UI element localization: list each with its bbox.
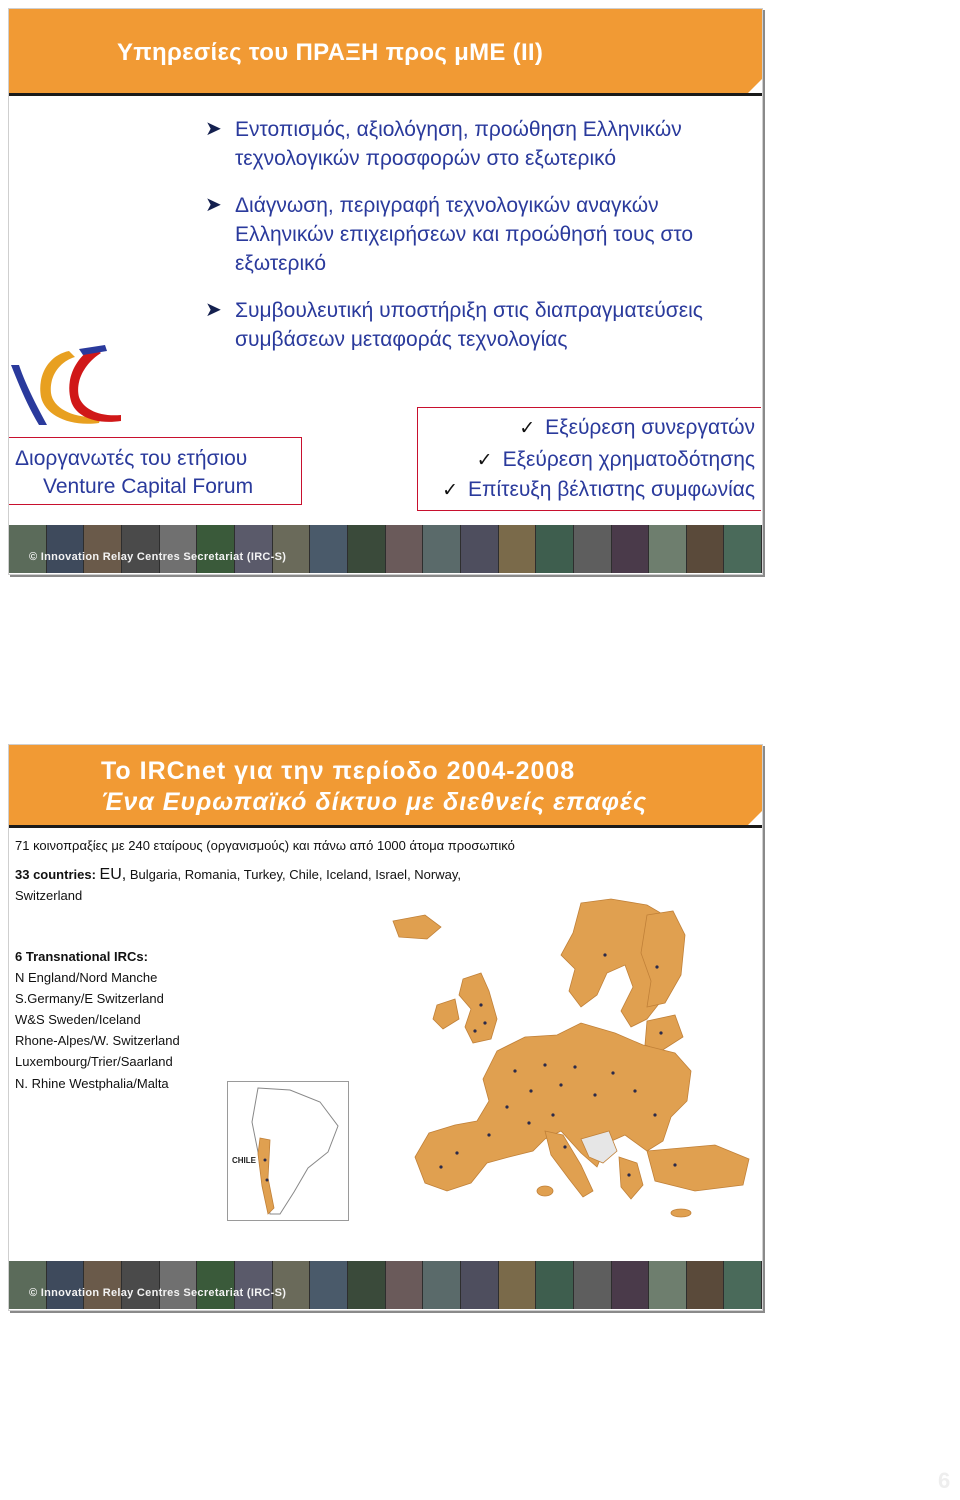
chile-label: CHILE (232, 1156, 256, 1165)
check-icon: ✓ (442, 480, 458, 501)
vc-forum-logo (9, 345, 129, 433)
copyright-text: © Innovation Relay Centres Secretariat (IRC-S) (29, 1287, 287, 1299)
photo-tile (47, 1261, 85, 1309)
header-corner (748, 79, 762, 93)
photo-tile (273, 525, 311, 573)
photo-tile (122, 1261, 160, 1309)
photo-tile (84, 1261, 122, 1309)
bullet-line: Συμβουλευτική υποστήριξη στις διαπραγματεύσεις (235, 299, 703, 322)
checklist-item (442, 478, 755, 502)
arrow-bullet-icon: ➤ (205, 118, 222, 140)
arrow-bullet-icon: ➤ (205, 299, 222, 321)
transnational-item: Luxembourg/Trier/Saarland (15, 1054, 173, 1069)
photo-tile (499, 525, 537, 573)
consortia-text: 71 κοινοπραξίες με 240 εταίρους (οργανισμούς) και πάνω από 1000 άτομα προσωπικό (15, 838, 515, 853)
copyright-text: © Innovation Relay Centres Secretariat (IRC-S) (29, 551, 287, 563)
vc-forum-box (9, 437, 302, 505)
photo-tile (310, 1261, 348, 1309)
bullet-line: Διάγνωση, περιγραφή τεχνολογικών αναγκών (235, 194, 659, 217)
bullet-item (205, 115, 745, 173)
photo-tile (536, 525, 574, 573)
photo-tile (386, 525, 424, 573)
arrow-bullet-icon: ➤ (205, 194, 222, 216)
slide-1 (8, 8, 763, 575)
checklist-text: Εξεύρεση συνεργατών (545, 416, 755, 439)
photo-tile (461, 1261, 499, 1309)
bullet-line: Ελληνικών επιχειρήσεων και προώθησή τους στο (235, 223, 694, 246)
checklist-item (519, 416, 755, 440)
transnational-item: N. Rhine Westphalia/Malta (15, 1076, 169, 1091)
photo-tile (461, 525, 499, 573)
transnational-item: W&S Sweden/Iceland (15, 1012, 141, 1027)
transnational-item: N England/Nord Manche (15, 970, 158, 985)
photo-tile (348, 525, 386, 573)
checklist-item (477, 448, 755, 472)
photo-tile (649, 1261, 687, 1309)
check-icon: ✓ (519, 418, 536, 439)
slide-2-title: Το IRCnet για την περίοδο 2004-2008 (101, 757, 576, 785)
photo-tile (423, 525, 461, 573)
transnational-item: S.Germany/E Switzerland (15, 991, 164, 1006)
photo-tile (197, 1261, 235, 1309)
europe-map (385, 895, 753, 1257)
bullet-line: τεχνολογικών προσφορών στο εξωτερικό (235, 147, 617, 170)
photo-tile (235, 525, 273, 573)
countries-list: Bulgaria, Romania, Turkey, Chile, Iceland, Israel, Norway, (129, 867, 462, 882)
photo-tile (197, 525, 235, 573)
photo-tile (649, 525, 687, 573)
photo-strip (9, 525, 762, 573)
photo-tile (687, 525, 725, 573)
photo-tile (122, 525, 160, 573)
transnational-label: 6 Transnational IRCs: (15, 949, 148, 964)
bullet-line: Εντοπισμός, αξιολόγηση, προώθηση Ελληνικών (235, 118, 682, 141)
photo-tile (9, 1261, 47, 1309)
slide-1-footer (9, 525, 762, 573)
bullet-line: εξωτερικό (235, 252, 327, 275)
countries-list-2: Switzerland (15, 888, 83, 903)
slide-1-title: Υπηρεσίες του ΠΡΑΞΗ προς μΜΕ (ΙΙ) (117, 39, 544, 66)
transnational-list (15, 946, 180, 1094)
photo-tile (612, 525, 650, 573)
bullet-line: συμβάσεων μεταφοράς τεχνολογίας (235, 328, 568, 351)
photo-tile (160, 1261, 198, 1309)
header-corner (748, 811, 762, 825)
photo-tile (47, 525, 85, 573)
photo-tile (386, 1261, 424, 1309)
slide-2-footer (9, 1261, 762, 1309)
bullet-item (205, 296, 745, 354)
benefits-checklist (417, 407, 761, 511)
photo-tile (423, 1261, 461, 1309)
photo-tile (724, 525, 762, 573)
south-america-map (228, 1082, 348, 1220)
photo-tile (235, 1261, 273, 1309)
photo-strip (9, 1261, 762, 1309)
countries-eu: EU, (99, 866, 127, 883)
slide-2-subtitle: Ένα Ευρωπαϊκό δίκτυο με διεθνείς επαφές (101, 788, 648, 816)
photo-tile (499, 1261, 537, 1309)
photo-tile (273, 1261, 311, 1309)
transnational-item: Rhone-Alpes/W. Switzerland (15, 1033, 180, 1048)
chile-inset (227, 1081, 349, 1221)
photo-tile (574, 1261, 612, 1309)
service-bullets (205, 115, 745, 372)
photo-tile (84, 525, 122, 573)
photo-tile (612, 1261, 650, 1309)
photo-tile (574, 525, 612, 573)
checklist-text: Επίτευξη βέλτιστης συμφωνίας (468, 478, 755, 501)
slide-2-header (9, 745, 762, 828)
photo-tile (310, 525, 348, 573)
photo-tile (160, 525, 198, 573)
check-icon: ✓ (476, 450, 493, 471)
bullet-item (205, 191, 745, 278)
photo-tile (9, 525, 47, 573)
countries-label: 33 countries: (15, 867, 96, 882)
page-number: 6 (938, 1468, 951, 1493)
vc-forum-line-2: Venture Capital Forum (43, 475, 254, 498)
photo-tile (724, 1261, 762, 1309)
slide-2 (8, 744, 763, 1311)
photo-tile (687, 1261, 725, 1309)
photo-tile (536, 1261, 574, 1309)
checklist-text: Εξεύρεση χρηματοδότησης (502, 448, 755, 471)
vc-forum-line-1: Διοργανωτές του ετήσιου (15, 447, 248, 470)
slide-1-header (9, 9, 762, 96)
photo-tile (348, 1261, 386, 1309)
